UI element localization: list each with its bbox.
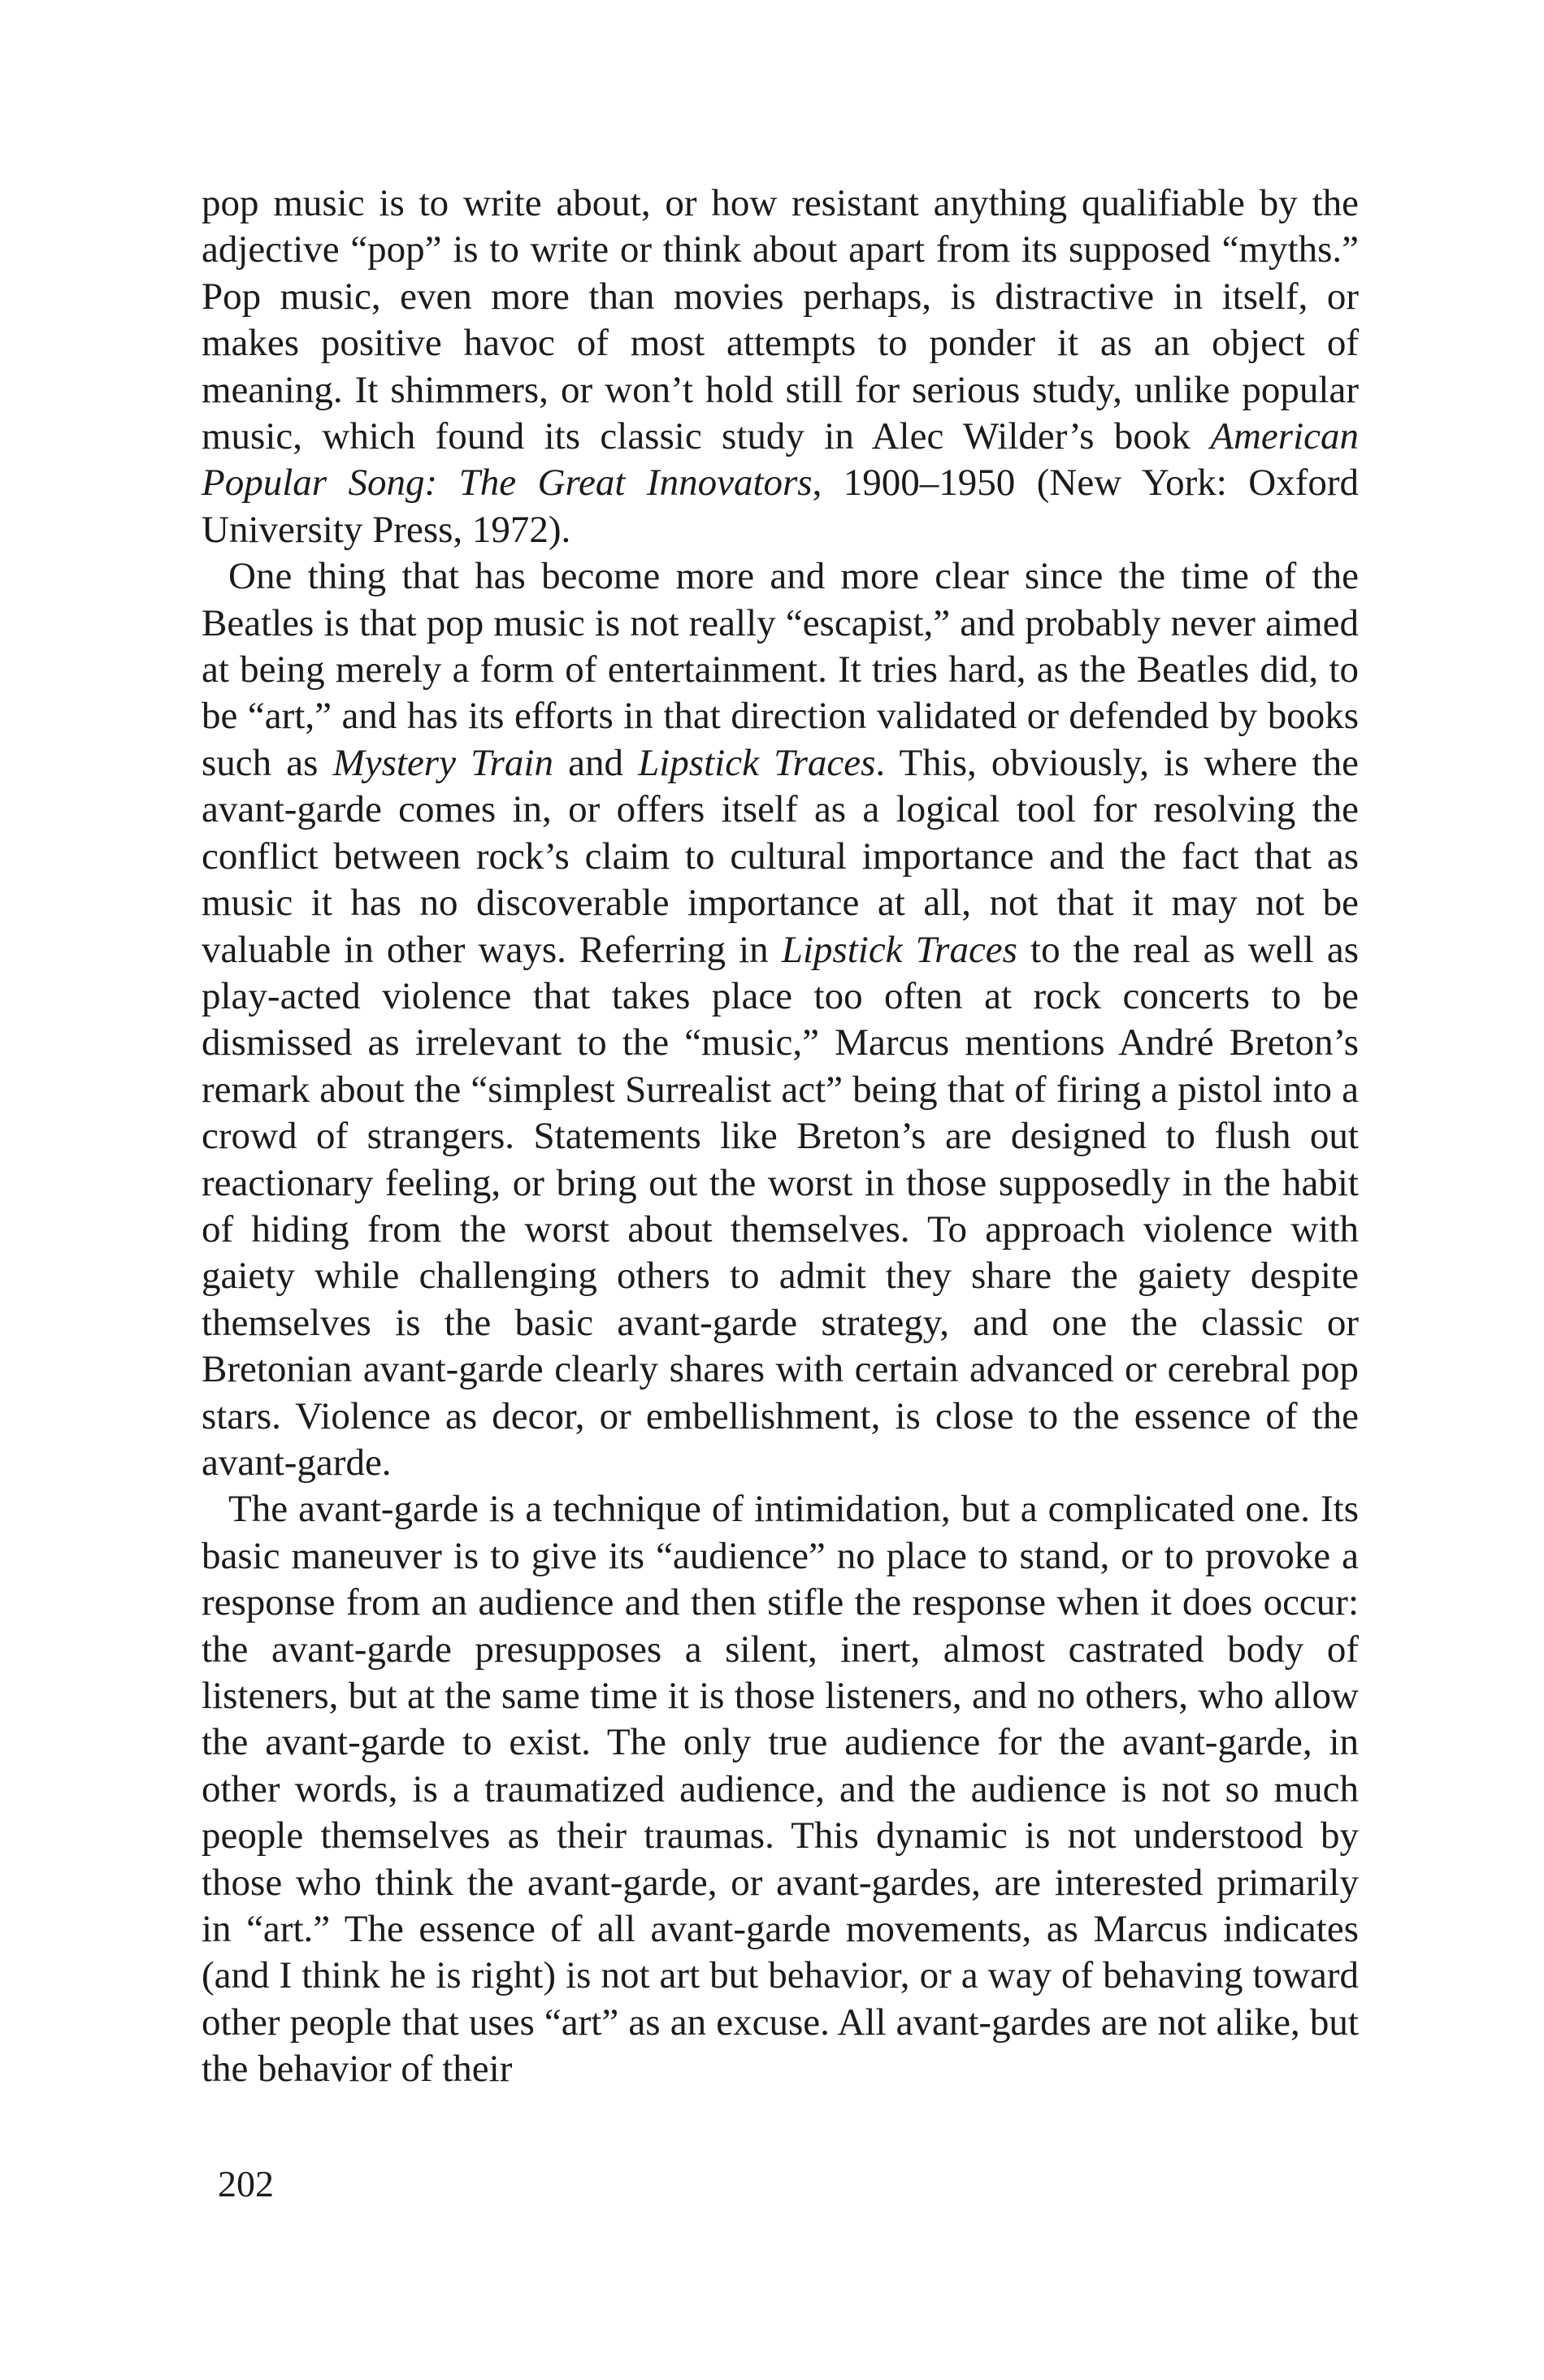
paragraph-2-book-title-1: Mystery Train xyxy=(332,741,553,784)
paragraph-2-text-3: . This, obviously, is where the avant-garde comes in, or offers itself as a logical tool for resolving the conflict between rock’s claim to cultural importance and the fact that as music it has no discoverable importance at all, not that it may not be valuable in other ways. Referring in xyxy=(202,741,1359,971)
paragraph-2-book-title-3: Lipstick Traces xyxy=(781,928,1017,971)
page-body xyxy=(202,180,1359,2093)
paragraph-2-text-4: to the real as well as play-acted violence that takes place too often at rock concerts to be dismissed as irrelevant to the “music,” Marcus mentions André Breton’s remark about the “simplest Surrealist act” being that of firing a pistol into a crowd of strangers. Statements like Breton’s are designed to flush out reactionary feeling, or bring out the worst in those supposedly in the habit of hiding from the worst about themselves. To approach violence with gaiety while challenging others to admit they share the gaiety despite themselves is the basic avant-garde strategy, and one the classic or Bretonian avant-garde clearly shares with certain advanced or cerebral pop stars. Violence as decor, or embellishment, is close to the essence of the avant-garde. xyxy=(202,928,1359,1484)
paragraph-2-text-2: and xyxy=(553,741,639,784)
paragraph-2-book-title-2: Lipstick Traces xyxy=(638,741,876,784)
page-number: 202 xyxy=(218,2163,274,2204)
paragraph-1-book-title: American Popular Song: The Great Innovators xyxy=(202,415,1359,505)
paragraph-3 xyxy=(202,1486,1359,2092)
paragraph-1-text-1: pop music is to write about, or how resistant anything qualifiable by the adjective “pop” is to write or think about apart from its supposed “myths.” Pop music, even more than movies perhaps, is distractive in itself, or makes positive havoc of most attempts to ponder it as an object of meaning. It shimmers, or won’t hold still for serious study, unlike popular music, which found its classic study in Alec Wilder’s book xyxy=(202,182,1359,458)
paragraph-2-text-1: One thing that has become more and more clear since the time of the Beatles is that pop music is not really “escapist,” and probably never aimed at being merely a form of entertainment. It tries hard, as the Beatles did, to be “art,” and has its efforts in that direction validated or defended by books such as xyxy=(202,555,1359,784)
paragraph-1-text-2: , 1900–1950 (New York: Oxford University Press, 1972). xyxy=(202,462,1359,551)
paragraph-1 xyxy=(202,180,1359,553)
paragraph-2 xyxy=(202,553,1359,1486)
paragraph-3-text-1: The avant-garde is a technique of intimidation, but a complicated one. Its basic maneuver is to give its “audience” no place to stand, or to provoke a response from an audience and then stifle the response when it does occur: the avant-garde presupposes a silent, inert, almost castrated body of listeners, but at the same time it is those listeners, and no others, who allow the avant-garde to exist. The only true audience for the avant-garde, in other words, is a traumatized audience, and the audience is not so much people themselves as their traumas. This dynamic is not understood by those who think the avant-garde, or avant-gardes, are interested primarily in “art.” The essence of all avant-garde movements, as Marcus indicates (and I think he is right) is not art but behavior, or a way of behaving toward other people that uses “art” as an excuse. All avant-gardes are not alike, but the behavior of their xyxy=(202,1488,1359,2091)
